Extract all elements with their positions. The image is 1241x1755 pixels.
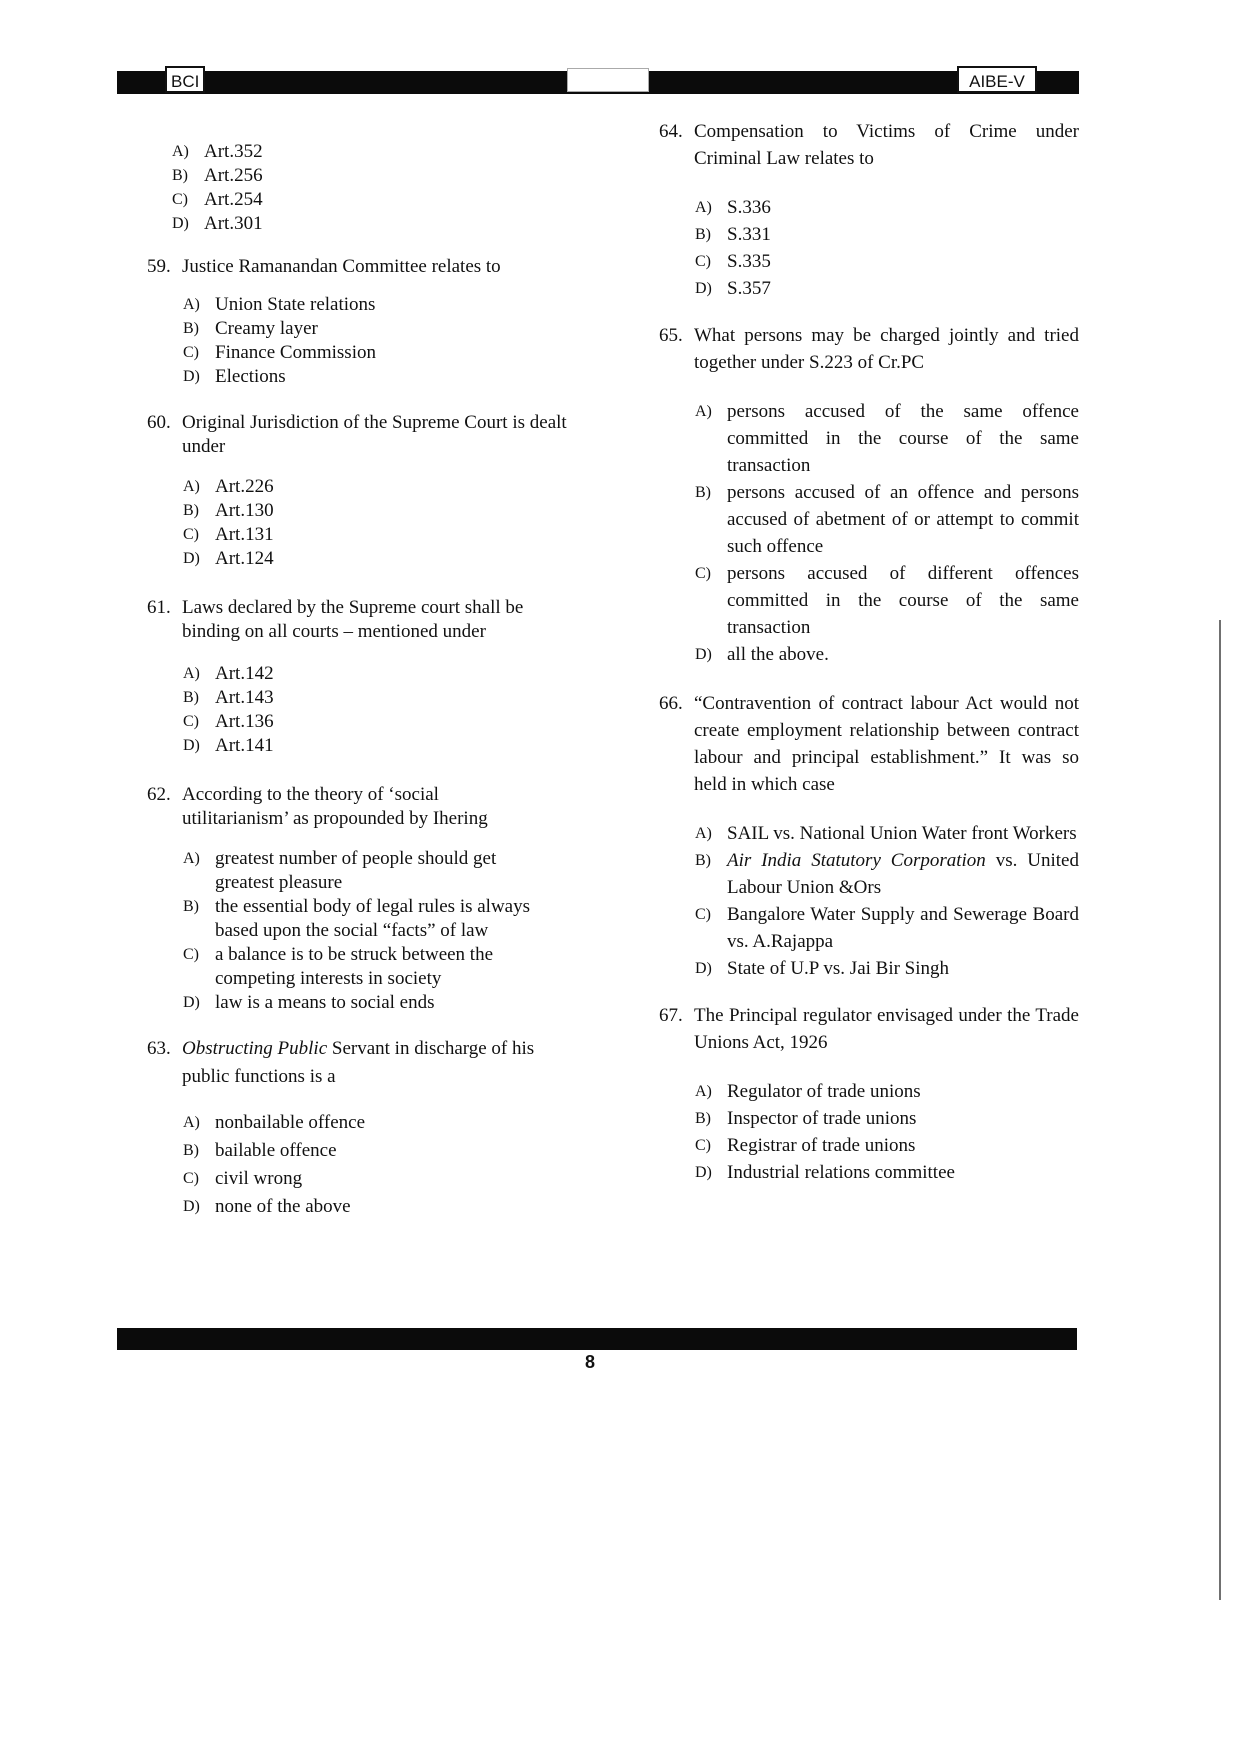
option-text: Regulator of trade unions	[727, 1081, 921, 1102]
option-item	[659, 901, 1079, 955]
header-right-tag: AIBE-V	[957, 66, 1037, 93]
option-item	[147, 991, 547, 1015]
option-text: State of U.P vs. Jai Bir Singh	[727, 958, 950, 979]
option-text: a balance is to be struck between the competing interests in society	[215, 944, 494, 989]
option-letter: D)	[695, 280, 712, 297]
option-text: persons accused of the same offence committed in the course of the same transaction	[727, 401, 1079, 476]
option-text: S.331	[727, 224, 771, 245]
option-letter: D)	[695, 960, 712, 977]
option-text: Art.352	[204, 141, 263, 162]
option-item	[147, 365, 567, 389]
question-65	[659, 322, 1079, 668]
option-item	[659, 248, 1079, 275]
option-item	[147, 499, 567, 523]
question-number: 61.	[147, 597, 171, 618]
option-text: the essential body of legal rules is always based upon the social “facts” of law	[215, 896, 531, 941]
right-column	[660, 118, 1080, 1186]
option-item	[147, 734, 567, 758]
option-text: Registrar of trade unions	[727, 1135, 916, 1156]
option-item	[659, 398, 1079, 479]
option-letter: C)	[183, 713, 199, 730]
option-text-italic: Air India Statutory Corporation	[727, 850, 986, 871]
option-text: Art.141	[215, 735, 274, 756]
option-item	[659, 955, 1079, 982]
question-text: According to the theory of ‘social utilitarianism’ as propounded by Ihering	[182, 784, 488, 829]
option-letter: D)	[695, 1164, 712, 1181]
option-letter: D)	[183, 994, 200, 1011]
option-text: persons accused of different offences committed in the course of the same transaction	[727, 563, 1079, 638]
option-letter: D)	[183, 368, 200, 385]
option-letter: A)	[695, 199, 712, 216]
option-item	[147, 341, 567, 365]
option-letter: C)	[695, 1137, 711, 1154]
question-number: 63.	[147, 1038, 171, 1059]
option-letter: A)	[695, 403, 712, 420]
question-text: Laws declared by the Supreme court shall be binding on all courts – mentioned under	[182, 597, 524, 642]
option-letter: A)	[172, 143, 189, 160]
option-text: Art.131	[215, 524, 274, 545]
question-number: 66.	[659, 693, 683, 714]
question-60	[147, 411, 567, 571]
option-letter: B)	[695, 484, 711, 501]
header-center-box	[567, 68, 649, 92]
option-item	[659, 560, 1079, 641]
option-letter: B)	[695, 852, 711, 869]
option-text: Art.143	[215, 687, 274, 708]
option-text: Creamy layer	[215, 318, 318, 339]
option-letter: C)	[183, 344, 199, 361]
question-text: Servant in discharge of his public functions is a	[182, 1038, 535, 1087]
option-letter: D)	[183, 737, 200, 754]
question-66	[659, 690, 1079, 982]
option-letter: C)	[172, 191, 188, 208]
option-item	[136, 140, 570, 164]
option-item	[147, 317, 567, 341]
option-text: nonbailable offence	[215, 1112, 365, 1133]
option-item	[659, 275, 1079, 302]
option-item	[147, 943, 547, 991]
option-text: Elections	[215, 366, 286, 387]
option-letter: A)	[695, 1083, 712, 1100]
footer-bar	[117, 1328, 1077, 1350]
question-59	[147, 255, 567, 389]
option-item	[659, 1078, 1079, 1105]
question-text: Original Jurisdiction of the Supreme Court is dealt under	[182, 412, 567, 457]
option-item	[147, 293, 567, 317]
option-text: Art.254	[204, 189, 263, 210]
question-text: What persons may be charged jointly and tried together under S.223 of Cr.PC	[694, 325, 1079, 373]
option-item	[147, 523, 567, 547]
option-letter: B)	[695, 1110, 711, 1127]
option-item	[659, 847, 1079, 901]
option-item	[147, 1109, 567, 1137]
option-text: S.357	[727, 278, 771, 299]
option-item	[659, 1132, 1079, 1159]
option-text: S.336	[727, 197, 771, 218]
option-text: all the above.	[727, 644, 829, 665]
option-text: Art.301	[204, 213, 263, 234]
option-item	[147, 1193, 567, 1221]
question-text: The Principal regulator envisaged under the Trade Unions Act, 1926	[694, 1005, 1079, 1053]
option-letter: B)	[183, 502, 199, 519]
option-item	[147, 710, 567, 734]
option-letter: D)	[695, 646, 712, 663]
option-text: greatest number of people should get greatest pleasure	[215, 848, 497, 893]
option-item	[147, 895, 547, 943]
option-text: Bangalore Water Supply and Sewerage Board vs. A.Rajappa	[727, 904, 1079, 952]
question-67	[659, 1002, 1079, 1186]
question-number: 67.	[659, 1005, 683, 1026]
question-64	[659, 118, 1079, 302]
option-item	[147, 686, 567, 710]
option-text: Union State relations	[215, 294, 376, 315]
option-text: bailable offence	[215, 1140, 337, 1161]
question-text: Justice Ramanandan Committee relates to	[182, 256, 501, 277]
option-item	[659, 194, 1079, 221]
option-text: SAIL vs. National Union Water front Workers	[727, 823, 1077, 844]
option-letter: B)	[183, 320, 199, 337]
q58-options	[136, 140, 570, 236]
option-letter: C)	[183, 946, 199, 963]
option-letter: B)	[172, 167, 188, 184]
question-63	[147, 1035, 567, 1221]
option-item	[147, 547, 567, 571]
option-item	[659, 221, 1079, 248]
option-letter: A)	[183, 665, 200, 682]
option-letter: C)	[695, 253, 711, 270]
option-text: Industrial relations committee	[727, 1162, 955, 1183]
question-text: “Contravention of contract labour Act would not create employment relationship between contract labour and principal establishment.” It was so held in which case	[694, 693, 1079, 795]
question-62	[147, 783, 547, 1015]
option-item	[147, 475, 567, 499]
page-number: 8	[584, 1352, 595, 1372]
header-left-tag: BCI	[165, 66, 205, 93]
option-letter: C)	[695, 565, 711, 582]
scan-edge-line	[1219, 620, 1221, 1600]
option-letter: C)	[695, 906, 711, 923]
option-text: none of the above	[215, 1196, 351, 1217]
option-letter: B)	[695, 226, 711, 243]
option-letter: C)	[183, 526, 199, 543]
option-item	[659, 1105, 1079, 1132]
option-letter: D)	[183, 1198, 200, 1215]
option-text: Art.142	[215, 663, 274, 684]
option-text: vs. United Labour Union &Ors	[727, 850, 1079, 898]
option-letter: B)	[183, 1142, 199, 1159]
option-letter: A)	[183, 850, 200, 867]
option-text: Art.136	[215, 711, 274, 732]
question-number: 64.	[659, 121, 683, 142]
option-text: law is a means to social ends	[215, 992, 435, 1013]
option-letter: C)	[183, 1170, 199, 1187]
option-letter: B)	[183, 689, 199, 706]
question-text-italic: Obstructing Public	[182, 1038, 328, 1059]
option-text: Finance Commission	[215, 342, 376, 363]
option-text: Art.226	[215, 476, 274, 497]
option-text: Inspector of trade unions	[727, 1108, 917, 1129]
option-item	[659, 1159, 1079, 1186]
option-item	[147, 1137, 567, 1165]
question-61	[147, 596, 567, 758]
option-item	[147, 847, 547, 895]
question-number: 65.	[659, 325, 683, 346]
option-letter: D)	[172, 215, 189, 232]
option-letter: A)	[695, 825, 712, 842]
option-text: Art.124	[215, 548, 274, 569]
option-text: S.335	[727, 251, 771, 272]
option-letter: A)	[183, 478, 200, 495]
option-item	[147, 1165, 567, 1193]
left-column	[147, 140, 570, 1221]
option-text: Art.130	[215, 500, 274, 521]
option-text: persons accused of an offence and persons accused of abetment of or attempt to commit such offence	[727, 482, 1079, 557]
option-item	[136, 212, 570, 236]
option-letter: A)	[183, 296, 200, 313]
question-text: Compensation to Victims of Crime under Criminal Law relates to	[694, 121, 1079, 169]
option-text: Art.256	[204, 165, 263, 186]
option-letter: D)	[183, 550, 200, 567]
option-letter: A)	[183, 1114, 200, 1131]
option-letter: B)	[183, 898, 199, 915]
option-item	[136, 164, 570, 188]
question-number: 62.	[147, 784, 171, 805]
option-text: civil wrong	[215, 1168, 303, 1189]
question-number: 59.	[147, 256, 171, 277]
option-item	[136, 188, 570, 212]
option-item	[147, 662, 567, 686]
option-item	[659, 479, 1079, 560]
question-number: 60.	[147, 412, 171, 433]
option-item	[659, 641, 1079, 668]
option-item	[659, 820, 1079, 847]
